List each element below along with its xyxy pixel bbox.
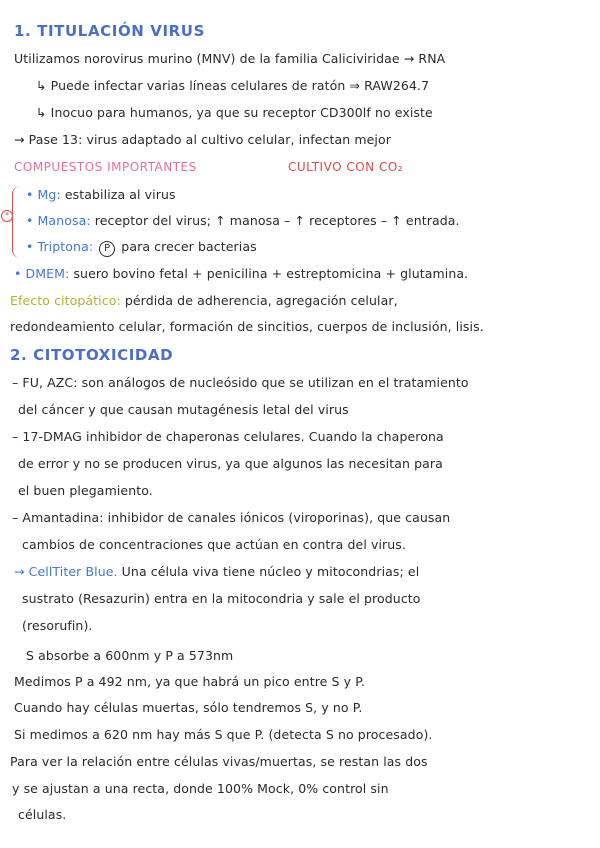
note-line-4-text: Pase 13: virus adaptado al cultivo celular, infectan mejor xyxy=(28,132,391,147)
bullet-icon: • xyxy=(14,266,26,281)
arrow-icon: ↳ xyxy=(36,105,51,120)
section-2-title: 2. CITOTOXICIDAD xyxy=(10,346,174,364)
celltiter-line-2: sustrato (Resazurin) entra en la mitocondria y sale el producto xyxy=(22,591,421,606)
celltiter-line-10: células. xyxy=(18,807,67,822)
note-line-1: Utilizamos norovirus murino (MNV) de la familia Caliciviridae → RNA xyxy=(14,51,446,66)
dmem-text: suero bovino fetal + penicilina + estreptomicina + glutamina. xyxy=(73,266,469,281)
manosa-label: Manosa: xyxy=(37,213,91,228)
celltiter-line-8: Para ver la relación entre células vivas/muertas, se restan las dos xyxy=(10,754,428,769)
cito-line-3: – 17-DMAG inhibidor de chaperonas celulares. Cuando la chaperona xyxy=(12,429,444,444)
celltiter-line-6: Cuando hay células muertas, sólo tendremos S, y no P. xyxy=(14,700,363,715)
mg-line xyxy=(26,186,176,204)
dmem-label: DMEM: xyxy=(25,266,70,281)
compuestos-heading: COMPUESTOS IMPORTANTES xyxy=(14,160,197,174)
section-1-title: 1. TITULACIÓN VIRUS xyxy=(14,22,205,40)
mg-text: estabiliza al virus xyxy=(64,187,176,202)
efecto-label: Efecto citopático: xyxy=(10,293,121,308)
cito-line-6: – Amantadina: inhibidor de canales iónicos (viroporinas), que causan xyxy=(12,510,451,525)
mg-label: Mg: xyxy=(37,187,61,202)
note-line-4 xyxy=(14,131,391,149)
arrow-right-icon: → xyxy=(14,564,29,579)
triptona-text: para crecer bacterias xyxy=(121,239,257,254)
bullet-icon: • xyxy=(26,187,38,202)
manosa-text: receptor del virus; ↑ manosa – ↑ receptores – ↑ entrada. xyxy=(94,213,460,228)
dmem-line xyxy=(14,265,468,283)
bullet-icon: • xyxy=(26,239,38,254)
cito-line-4: de error y no se producen virus, ya que algunos las necesitan para xyxy=(18,456,443,471)
note-line-3 xyxy=(36,104,433,122)
cito-line-1: – FU, AZC: son análogos de nucleósido que se utilizan en el tratamiento xyxy=(12,375,469,390)
triptona-label: Triptona: xyxy=(37,239,94,254)
celltiter-line xyxy=(14,563,419,581)
note-line-2-text: Puede infectar varias líneas celulares de ratón ⇒ RAW264.7 xyxy=(50,78,430,93)
celltiter-line-3: (resorufin). xyxy=(22,618,93,633)
celltiter-line-9: y se ajustan a una recta, donde 100% Mock, 0% control sin xyxy=(12,781,389,796)
cultivo-heading: CULTIVO CON CO₂ xyxy=(288,160,404,174)
cito-line-7: cambios de concentraciones que actúan en contra del virus. xyxy=(22,537,406,552)
manosa-line xyxy=(26,212,460,230)
celltiter-text: Una célula viva tiene núcleo y mitocondrias; el xyxy=(121,564,420,579)
bracket-decoration xyxy=(12,186,21,258)
arrow-icon: ↳ xyxy=(36,78,51,93)
arrow-right-icon: → xyxy=(14,132,29,147)
triptona-line xyxy=(26,238,257,257)
bullet-icon: • xyxy=(26,213,38,228)
celltiter-line-5: Medimos P a 492 nm, ya que habrá un pico entre S y P. xyxy=(14,674,365,689)
cito-line-2: del cáncer y que causan mutagénesis letal del virus xyxy=(18,402,349,417)
cito-line-5: el buen plegamiento. xyxy=(18,483,153,498)
celltiter-label: CellTiter Blue. xyxy=(28,564,118,579)
efecto-cont: redondeamiento celular, formación de sincitios, cuerpos de inclusión, lisis. xyxy=(10,319,484,334)
note-line-3-text: Inocuo para humanos, ya que su receptor CD300lf no existe xyxy=(50,105,433,120)
note-line-2 xyxy=(36,77,429,95)
circled-p-icon: P xyxy=(99,241,115,257)
celltiter-line-7: Si medimos a 620 nm hay más S que P. (detecta S no procesado). xyxy=(14,727,433,742)
asterisk-icon: * xyxy=(1,210,13,222)
efecto-line xyxy=(10,292,398,310)
celltiter-line-4: S absorbe a 600nm y P a 573nm xyxy=(26,648,234,663)
efecto-text: pérdida de adherencia, agregación celular, xyxy=(124,293,398,308)
